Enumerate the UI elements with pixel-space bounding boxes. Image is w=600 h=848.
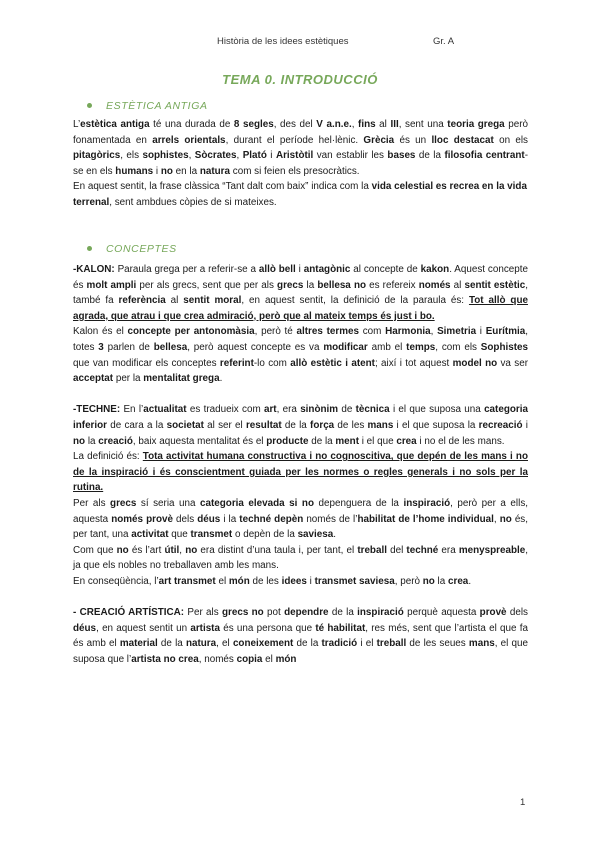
- document-title: TEMA 0. INTRODUCCIÓ: [222, 72, 378, 87]
- section-heading-label: CONCEPTES: [106, 243, 177, 255]
- paragraph-kalon: -KALON: Paraula grega per a referir-se a allò bell i antagònic al concepte de kakon. Aquest concepte és molt ampli per als grecs, sent que per als grecs la bellesa no es refereix només al sentit estètic, també fa referència al sentit moral, en aquest sentit, la definició de la paraula és: Tot allò que agrada, que atrau i que crea admiració, però que al mateix temps és just i bo.: [73, 264, 528, 322]
- group-label: Gr. A: [433, 36, 455, 47]
- paragraph-techne-grecs: Per als grecs sí seria una categoria elevada si no depenguera de la inspiració, però per a ells, aquesta només provè dels déus i la techné depèn només de l’habilitat de l’home individual, no és, per tant, una activitat que transmet o depèn de la saviesa.: [73, 497, 528, 541]
- paragraph-techne-definition: La definició és: Tota activitat humana constructiva i no cognoscitiva, que depén de les mans i no de la inspiració i és conscientment guiada per les normes o regles generals i no sols per la rutina.: [73, 451, 528, 494]
- course-title: Història de les idees estètiques: [217, 36, 349, 47]
- paragraph-kalon-terms: Kalon és el concepte per antonomàsia, però té altres termes com Harmonia, Simetria i Eurítmia, totes 3 parlen de bellesa, però aquest concepte es va modificar amb el temps, com els Sophistes que van modificar els conceptes referint-lo com allò estètic i atent; així i tot aquest model no va ser acceptat per la mentalitat grega.: [73, 326, 528, 385]
- intro-body: [73, 117, 528, 211]
- paragraph-techne-conclusion: En conseqüència, l’art transmet el món de les idees i transmet saviesa, però no la crea.: [73, 575, 472, 587]
- section-heading-estetica: [87, 100, 208, 112]
- paragraph-techne: -TECHNE: En l’actualitat es tradueix com art, era sinònim de tècnica i el que suposa una categoria inferior de cara a la societat al ser el resultat de la força de les mans i el que suposa la recreació i no la creació, baix aquesta mentalitat és el producte de la ment i el que crea i no el de les mans.: [73, 404, 528, 447]
- kalon-definition: Tot allò que agrada, que atrau i que crea admiració, però que al mateix temps és just i bo.: [73, 295, 528, 322]
- conceptes-body: [73, 262, 528, 667]
- paragraph-creacio-artistica: - CREACIÓ ARTÍSTICA: Per als grecs no pot dependre de la inspiració perquè aquesta provè dels déus, en aquest sentit un artista és una persona que té habilitat, res més, sent que l’artista el que fa és amb el material de la natura, el coneixement de la tradició i el treball de les seues mans, el que suposa que l’artista no crea, només copia el món: [73, 607, 528, 665]
- section-heading-label: ESTÈTICA ANTIGA: [106, 100, 208, 112]
- paragraph-tant-dalt: En aquest sentit, la frase clàssica “Tant dalt com baix” indica com la vida celestial es recrea en la vida terrenal, sent ambdues còpies de si mateixes.: [73, 181, 527, 208]
- bullet-icon: [87, 246, 92, 251]
- techne-definition: Tota activitat humana constructiva i no cognoscitiva, que depén de les mans i no de la inspiració i és conscientment guiada per les normes o regles generals i no sols per la rutina.: [73, 451, 528, 494]
- section-heading-conceptes: [87, 243, 177, 255]
- bullet-icon: [87, 103, 92, 108]
- paragraph-estetica-antiga: L’estètica antiga té una durada de 8 segles, des del V a.n.e., fins al III, sent una teoria grega però fonamentada en arrels orientals, durant el període hel·lènic. Grècia és un lloc destacat on els pitagòrics, els sophistes, Sòcrates, Plató i Aristòtil van establir les bases de la filosofia centrant-se en els humans i no en la natura com si feien els presocràtics.: [73, 119, 529, 177]
- page-number: 1: [520, 797, 526, 808]
- paragraph-techne-util: Com que no és l’art útil, no era distint d’una taula i, per tant, el treball del techné era menyspreable, ja que els nobles no treballaven amb les mans.: [73, 544, 528, 572]
